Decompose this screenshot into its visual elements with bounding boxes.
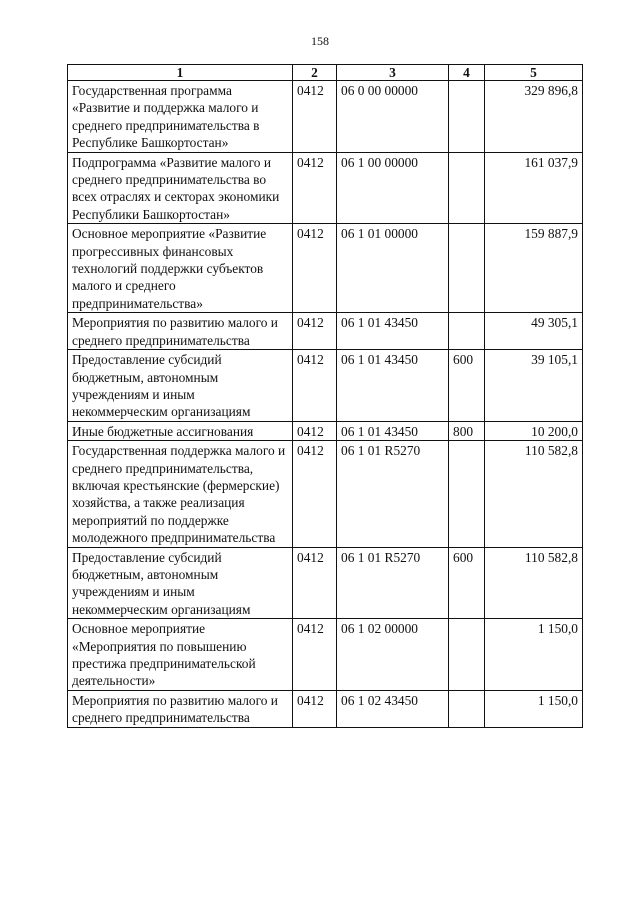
row-section-cell: 0412 [293, 619, 337, 691]
table-row [68, 313, 583, 350]
table-body [68, 81, 583, 728]
row-section-cell: 0412 [293, 313, 337, 350]
row-exp-type-cell: 600 [449, 547, 485, 619]
table-row [68, 619, 583, 691]
row-target-cell: 06 1 01 00000 [337, 224, 449, 313]
row-target-cell: 06 1 02 00000 [337, 619, 449, 691]
column-header-name: 1 [68, 65, 293, 81]
column-header-section: 2 [293, 65, 337, 81]
page-number: 158 [311, 34, 329, 48]
row-amount-cell: 110 582,8 [485, 441, 583, 547]
table-row [68, 224, 583, 313]
row-amount-cell: 39 105,1 [485, 350, 583, 422]
row-exp-type-cell: 600 [449, 350, 485, 422]
row-amount-cell: 329 896,8 [485, 81, 583, 153]
row-exp-type-cell [449, 690, 485, 727]
row-exp-type-cell [449, 81, 485, 153]
row-name-cell: Предоставление субсидий бюджетным, автономным учреждениям и иным некоммерческим организациям [68, 350, 293, 422]
row-section-cell: 0412 [293, 350, 337, 422]
row-section-cell: 0412 [293, 81, 337, 153]
row-target-cell: 06 1 01 43450 [337, 421, 449, 440]
row-exp-type-cell [449, 619, 485, 691]
row-name-cell: Государственная поддержка малого и среднего предпринимательства, включая крестьянские (фермерские) хозяйства, а также реализация мероприятий по поддержке молодежного предпринимательства [68, 441, 293, 547]
row-target-cell: 06 0 00 00000 [337, 81, 449, 153]
row-section-cell: 0412 [293, 441, 337, 547]
row-amount-cell: 159 887,9 [485, 224, 583, 313]
row-name-cell: Основное мероприятие «Развитие прогрессивных финансовых технологий поддержки субъектов малого и среднего предпринимательства» [68, 224, 293, 313]
row-section-cell: 0412 [293, 224, 337, 313]
row-name-cell: Иные бюджетные ассигнования [68, 421, 293, 440]
row-exp-type-cell [449, 152, 485, 224]
table-row [68, 690, 583, 727]
table-row [68, 152, 583, 224]
row-amount-cell: 10 200,0 [485, 421, 583, 440]
row-exp-type-cell [449, 441, 485, 547]
row-amount-cell: 1 150,0 [485, 619, 583, 691]
table-row [68, 350, 583, 422]
column-header-amount: 5 [485, 65, 583, 81]
row-name-cell: Предоставление субсидий бюджетным, автономным учреждениям и иным некоммерческим организациям [68, 547, 293, 619]
row-name-cell: Мероприятия по развитию малого и среднего предпринимательства [68, 690, 293, 727]
row-exp-type-cell [449, 313, 485, 350]
row-exp-type-cell: 800 [449, 421, 485, 440]
budget-table [67, 64, 583, 728]
row-section-cell: 0412 [293, 421, 337, 440]
table-row [68, 547, 583, 619]
row-target-cell: 06 1 01 R5270 [337, 441, 449, 547]
table-row [68, 441, 583, 547]
table-header-row [68, 65, 583, 81]
row-section-cell: 0412 [293, 152, 337, 224]
row-amount-cell: 110 582,8 [485, 547, 583, 619]
table-row [68, 421, 583, 440]
row-exp-type-cell [449, 224, 485, 313]
row-name-cell: Мероприятия по развитию малого и среднего предпринимательства [68, 313, 293, 350]
row-target-cell: 06 1 00 00000 [337, 152, 449, 224]
row-target-cell: 06 1 01 43450 [337, 350, 449, 422]
column-header-exp-type: 4 [449, 65, 485, 81]
row-name-cell: Подпрограмма «Развитие малого и среднего предпринимательства во всех отраслях и секторах экономики Республики Башкортостан» [68, 152, 293, 224]
row-target-cell: 06 1 02 43450 [337, 690, 449, 727]
column-header-target: 3 [337, 65, 449, 81]
row-name-cell: Основное мероприятие «Мероприятия по повышению престижа предпринимательской деятельности» [68, 619, 293, 691]
row-name-cell: Государственная программа «Развитие и поддержка малого и среднего предпринимательства в Республике Башкортостан» [68, 81, 293, 153]
row-amount-cell: 1 150,0 [485, 690, 583, 727]
row-amount-cell: 49 305,1 [485, 313, 583, 350]
row-section-cell: 0412 [293, 690, 337, 727]
row-target-cell: 06 1 01 43450 [337, 313, 449, 350]
row-section-cell: 0412 [293, 547, 337, 619]
row-target-cell: 06 1 01 R5270 [337, 547, 449, 619]
table-row [68, 81, 583, 153]
row-amount-cell: 161 037,9 [485, 152, 583, 224]
